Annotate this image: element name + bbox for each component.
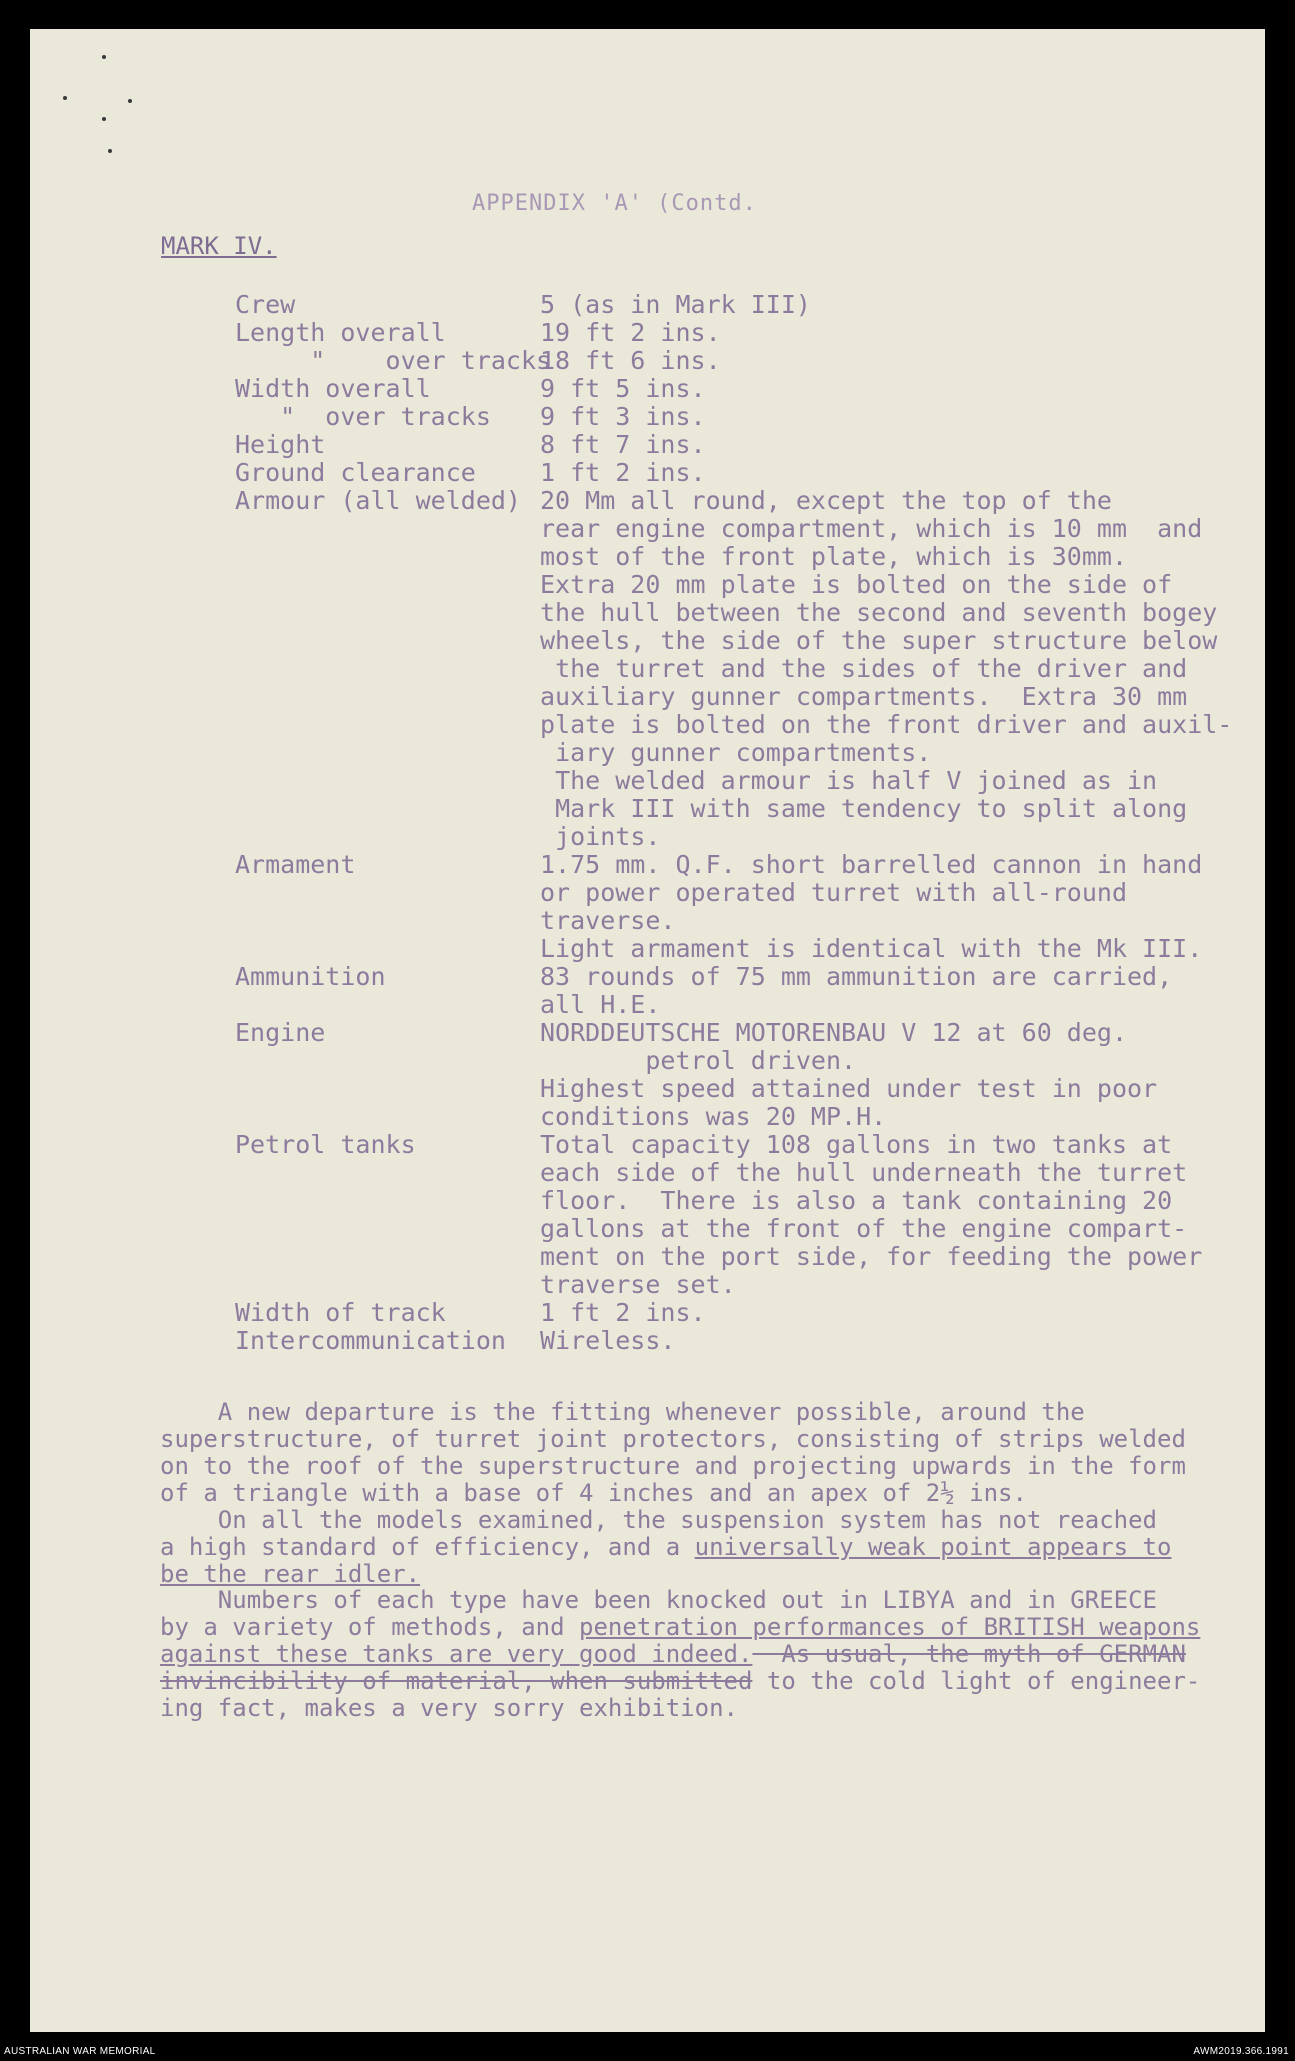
spec-row bbox=[235, 1019, 1245, 1131]
underlined-text: be the rear idler. bbox=[160, 1560, 421, 1588]
spec-row bbox=[235, 375, 1245, 403]
spec-label: Width overall bbox=[235, 374, 431, 403]
spec-label: Intercommunication bbox=[235, 1326, 506, 1355]
spec-row bbox=[235, 1327, 1245, 1355]
spec-value bbox=[540, 459, 1245, 487]
document-heading: APPENDIX 'A' (Contd. bbox=[472, 191, 757, 216]
struck-text: invincibility of material, when submitted bbox=[160, 1667, 753, 1695]
paragraph-line: On all the models examined, the suspension system has not reached bbox=[160, 1506, 1157, 1534]
punch-mark bbox=[108, 149, 112, 153]
spec-value bbox=[540, 347, 1245, 375]
spec-value-line: 18 ft 6 ins. bbox=[540, 346, 721, 375]
spec-label: Petrol tanks bbox=[235, 1130, 416, 1159]
paragraph-text: by a variety of methods, and bbox=[160, 1613, 580, 1641]
paragraph-line: superstructure, of turret joint protectors, consisting of strips welded bbox=[160, 1425, 1186, 1453]
spec-value bbox=[540, 1131, 1245, 1299]
spec-value-line: all H.E. bbox=[540, 990, 661, 1019]
spec-value-line: iary gunner compartments. bbox=[540, 738, 932, 767]
spec-value-line: petrol driven. bbox=[540, 1046, 857, 1075]
spec-value-line: joints. bbox=[540, 822, 661, 851]
spec-value-line: Extra 20 mm plate is bolted on the side of bbox=[540, 570, 1173, 599]
spec-value-line: 1 ft 2 ins. bbox=[540, 458, 706, 487]
paragraph-line: ing fact, makes a very sorry exhibition. bbox=[160, 1694, 738, 1722]
spec-row bbox=[235, 459, 1245, 487]
underlined-text: penetration performances of BRITISH weapons bbox=[579, 1613, 1201, 1641]
spec-table bbox=[235, 291, 1245, 1355]
spec-value-line: 9 ft 3 ins. bbox=[540, 402, 706, 431]
spec-value-line: NORDDEUTSCHE MOTORENBAU V 12 at 60 deg. bbox=[540, 1018, 1127, 1047]
spec-value bbox=[540, 1299, 1245, 1327]
paragraph-knocked-out bbox=[160, 1587, 1250, 1722]
spec-row bbox=[235, 851, 1245, 963]
spec-value-line: Mark III with same tendency to split along bbox=[540, 794, 1188, 823]
spec-value-line: Highest speed attained under test in poor bbox=[540, 1074, 1158, 1103]
spec-value-line: each side of the hull underneath the turret bbox=[540, 1158, 1188, 1187]
punch-mark bbox=[102, 55, 106, 59]
spec-label: Armament bbox=[235, 850, 356, 879]
spec-row bbox=[235, 291, 1245, 319]
spec-row bbox=[235, 403, 1245, 431]
spec-value-line: the hull between the second and seventh bogey bbox=[540, 598, 1218, 627]
footer-institution: AUSTRALIAN WAR MEMORIAL bbox=[4, 2046, 156, 2057]
paragraph-line: A new departure is the fitting whenever possible, around the bbox=[160, 1398, 1085, 1426]
punch-mark bbox=[102, 117, 106, 121]
punch-mark bbox=[63, 96, 67, 100]
footer-accession-number: AWM2019.366.1991 bbox=[1193, 2046, 1289, 2057]
paragraph-line bbox=[160, 1668, 1250, 1695]
spec-row bbox=[235, 347, 1245, 375]
spec-value-line: auxiliary gunner compartments. Extra 30 mm bbox=[540, 682, 1188, 711]
spec-label: " over tracks bbox=[235, 346, 552, 375]
paragraph-line bbox=[160, 1561, 1250, 1588]
spec-value-line: Light armament is identical with the Mk III. bbox=[540, 934, 1203, 963]
paragraph-line: of a triangle with a base of 4 inches and an apex of 2½ ins. bbox=[160, 1479, 1027, 1507]
spec-label: " over tracks bbox=[235, 402, 491, 431]
spec-value-line: gallons at the front of the engine compart- bbox=[540, 1214, 1188, 1243]
spec-value-line: 8 ft 7 ins. bbox=[540, 430, 706, 459]
spec-label: Height bbox=[235, 430, 326, 459]
spec-value-line: conditions was 20 MP.H. bbox=[540, 1102, 887, 1131]
spec-value-line: ment on the port side, for feeding the power bbox=[540, 1242, 1203, 1271]
spec-value-line: most of the front plate, which is 30mm. bbox=[540, 542, 1127, 571]
spec-value-line: 1.75 mm. Q.F. short barrelled cannon in hand bbox=[540, 850, 1203, 879]
spec-value-line: rear engine compartment, which is 10 mm and bbox=[540, 514, 1203, 543]
spec-value bbox=[540, 319, 1245, 347]
spec-value-line: The welded armour is half V joined as in bbox=[540, 766, 1158, 795]
spec-label: Ground clearance bbox=[235, 458, 476, 487]
spec-value bbox=[540, 963, 1245, 1019]
spec-row bbox=[235, 431, 1245, 459]
spec-value-line: the turret and the sides of the driver and bbox=[540, 654, 1188, 683]
underlined-text: against these tanks are very good indeed. bbox=[160, 1640, 753, 1668]
spec-row bbox=[235, 963, 1245, 1019]
paragraph-line bbox=[160, 1641, 1250, 1668]
spec-value bbox=[540, 1327, 1245, 1355]
paragraph-line bbox=[160, 1614, 1250, 1641]
spec-value-line: floor. There is also a tank containing 20 bbox=[540, 1186, 1173, 1215]
paragraph-suspension bbox=[160, 1507, 1250, 1588]
spec-value-line: traverse. bbox=[540, 906, 676, 935]
spec-label: Engine bbox=[235, 1018, 326, 1047]
spec-label: Width of track bbox=[235, 1298, 446, 1327]
spec-value-line: 20 Mm all round, except the top of the bbox=[540, 486, 1112, 515]
spec-value-line: 5 (as in Mark III) bbox=[540, 290, 811, 319]
paragraph-line bbox=[160, 1534, 1250, 1561]
spec-value bbox=[540, 403, 1245, 431]
spec-value-line: 83 rounds of 75 mm ammunition are carried, bbox=[540, 962, 1173, 991]
spec-value bbox=[540, 1019, 1245, 1131]
spec-row bbox=[235, 487, 1245, 851]
paragraph-line: on to the roof of the superstructure and projecting upwards in the form bbox=[160, 1452, 1186, 1480]
paragraph-text: a high standard of efficiency, and a bbox=[160, 1533, 695, 1561]
paragraph-turret-protectors bbox=[160, 1399, 1250, 1507]
spec-label: Ammunition bbox=[235, 962, 386, 991]
punch-mark bbox=[128, 99, 132, 103]
document-page bbox=[30, 29, 1265, 2032]
spec-value-line: 19 ft 2 ins. bbox=[540, 318, 721, 347]
spec-value-line: 9 ft 5 ins. bbox=[540, 374, 706, 403]
spec-label: Length overall bbox=[235, 318, 446, 347]
spec-row bbox=[235, 1299, 1245, 1327]
paragraph-text: to the cold light of engineer- bbox=[752, 1667, 1201, 1695]
spec-label: Crew bbox=[235, 290, 296, 319]
spec-value bbox=[540, 291, 1245, 319]
spec-row bbox=[235, 319, 1245, 347]
spec-value-line: Total capacity 108 gallons in two tanks at bbox=[540, 1130, 1173, 1159]
spec-value bbox=[540, 487, 1245, 851]
spec-value-line: 1 ft 2 ins. bbox=[540, 1298, 706, 1327]
spec-value bbox=[540, 375, 1245, 403]
spec-value-line: Wireless. bbox=[540, 1326, 676, 1355]
spec-value-line: traverse set. bbox=[540, 1270, 736, 1299]
spec-label: Armour (all welded) bbox=[235, 486, 521, 515]
spec-value-line: or power operated turret with all-round bbox=[540, 878, 1127, 907]
section-title: MARK IV. bbox=[161, 232, 277, 260]
underlined-text: universally weak point appears to bbox=[694, 1533, 1172, 1561]
paragraph-line: Numbers of each type have been knocked out in LIBYA and in GREECE bbox=[160, 1586, 1157, 1614]
spec-value bbox=[540, 851, 1245, 963]
spec-value-line: wheels, the side of the super structure below bbox=[540, 626, 1218, 655]
spec-value bbox=[540, 431, 1245, 459]
spec-value-line: plate is bolted on the front driver and auxil- bbox=[540, 710, 1233, 739]
struck-text: As usual, the myth of GERMAN bbox=[752, 1640, 1186, 1668]
spec-row bbox=[235, 1131, 1245, 1299]
